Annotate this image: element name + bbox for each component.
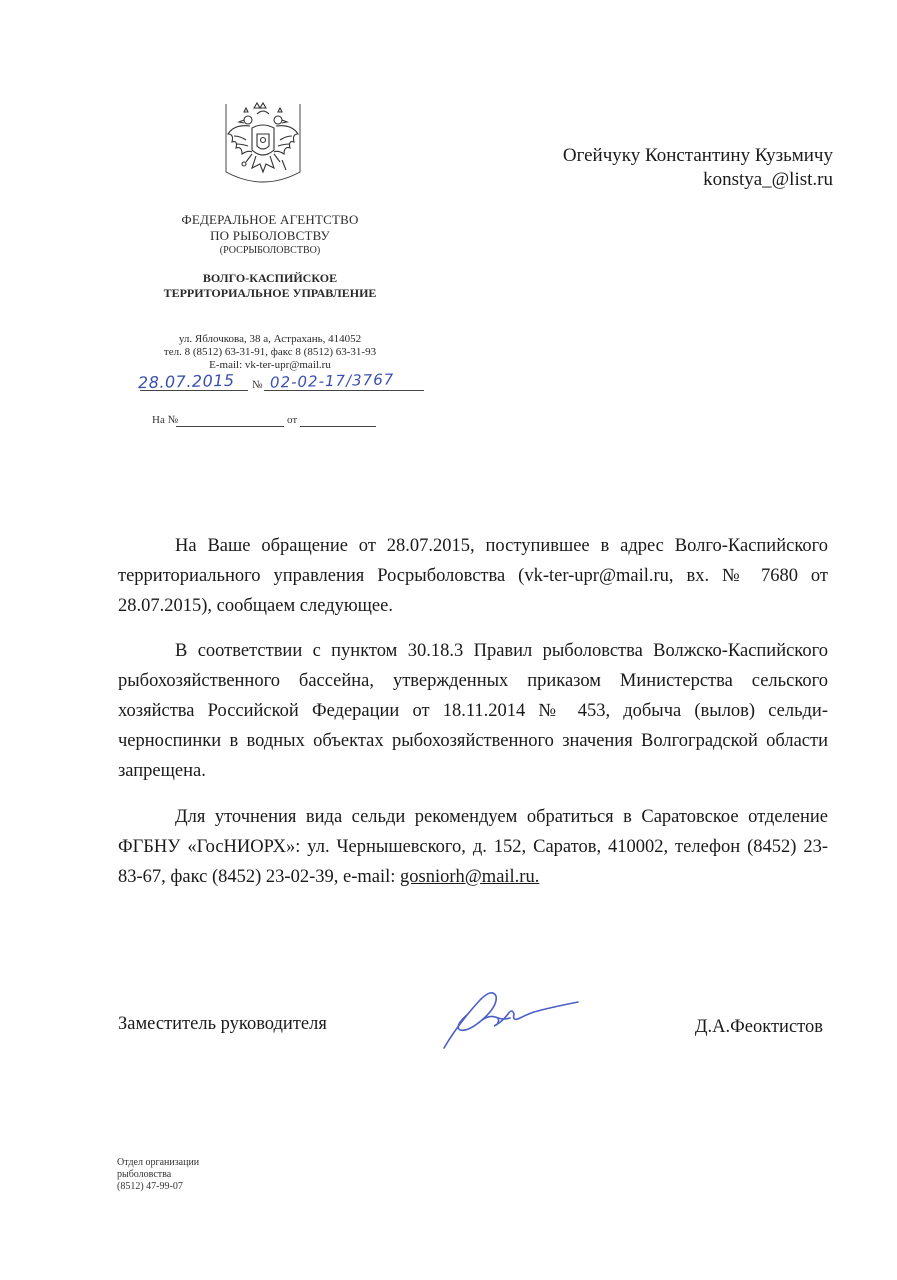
ref-date-line	[300, 426, 376, 427]
executor-phone: (8512) 47-99-07	[117, 1181, 183, 1192]
ref-number-line	[176, 426, 284, 427]
body-paragraph-3	[118, 802, 828, 892]
reg-date-handwritten: 28.07.2015	[137, 370, 235, 393]
department-name-line1: ВОЛГО-КАСПИЙСКОЕ	[202, 271, 338, 285]
paragraph-3-text: Для уточнения вида сельди рекомендуем обратиться в Саратовское отделение ФГБНУ «ГосНИОРХ»: ул. Чернышевского, д. 152, Саратов, 410002, телефон (8452) 23-83-67, факс (8452) 23-02-39, e-mail:	[118, 807, 828, 887]
ref-date-label: от	[287, 414, 298, 426]
executor-department-line2: рыболовства	[117, 1169, 172, 1180]
department-phone-fax: тел. 8 (8512) 63-31-91, факс 8 (8512) 63-31-93	[163, 346, 377, 358]
addressee-email: konstya_@list.ru	[703, 169, 833, 190]
agency-name-line2: ПО РЫБОЛОВСТВУ	[210, 228, 330, 243]
body-paragraph-1	[118, 531, 828, 621]
department-email: E-mail: vk-ter-upr@mail.ru	[209, 359, 331, 371]
contact-email-link[interactable]: gosniorh@mail.ru.	[400, 867, 540, 887]
signer-name: Д.А.Феоктистов	[694, 1017, 823, 1037]
handwritten-signature	[438, 984, 588, 1054]
signer-title: Заместитель руководителя	[118, 1014, 327, 1034]
paragraph-2-text: В соответствии с пунктом 30.18.3 Правил рыболовства Волжско-Каспийского рыбохозяйственного бассейна, утвержденных приказом Министерства сельского хозяйства Российской Федерации от 18.11.2014 № 453, добыча (вылов) сельди-черноспинки в водных объектах рыбохозяйственного значения Волгоградской области запрещена.	[118, 641, 828, 781]
reg-number-handwritten: 02-02-17/3767	[269, 370, 395, 392]
agency-abbreviation: (РОСРЫБОЛОВСТВО)	[219, 245, 321, 256]
addressee-name: Огейчуку Константину Кузьмичу	[562, 145, 833, 166]
executor-department-line1: Отдел организации	[117, 1157, 200, 1168]
department-address: ул. Яблочкова, 38 а, Астрахань, 414052	[178, 333, 362, 345]
paragraph-1-text: На Ваше обращение от 28.07.2015, поступившее в адрес Волго-Каспийского территориального управления Росрыболовства (vk-ter-upr@mail.ru, вх. № 7680 от 28.07.2015), сообщаем следующее.	[118, 536, 828, 616]
reg-number-label: №	[252, 379, 263, 391]
ref-number-label: На №	[152, 414, 179, 426]
department-name-line2: ТЕРРИТОРИАЛЬНОЕ УПРАВЛЕНИЕ	[163, 286, 377, 300]
body-paragraph-2	[118, 636, 828, 786]
agency-name-line1: ФЕДЕРАЛЬНОЕ АГЕНТСТВО	[181, 212, 359, 227]
coat-of-arms-icon	[224, 100, 302, 190]
addressee-block	[563, 144, 833, 192]
executor-info	[117, 1157, 199, 1193]
